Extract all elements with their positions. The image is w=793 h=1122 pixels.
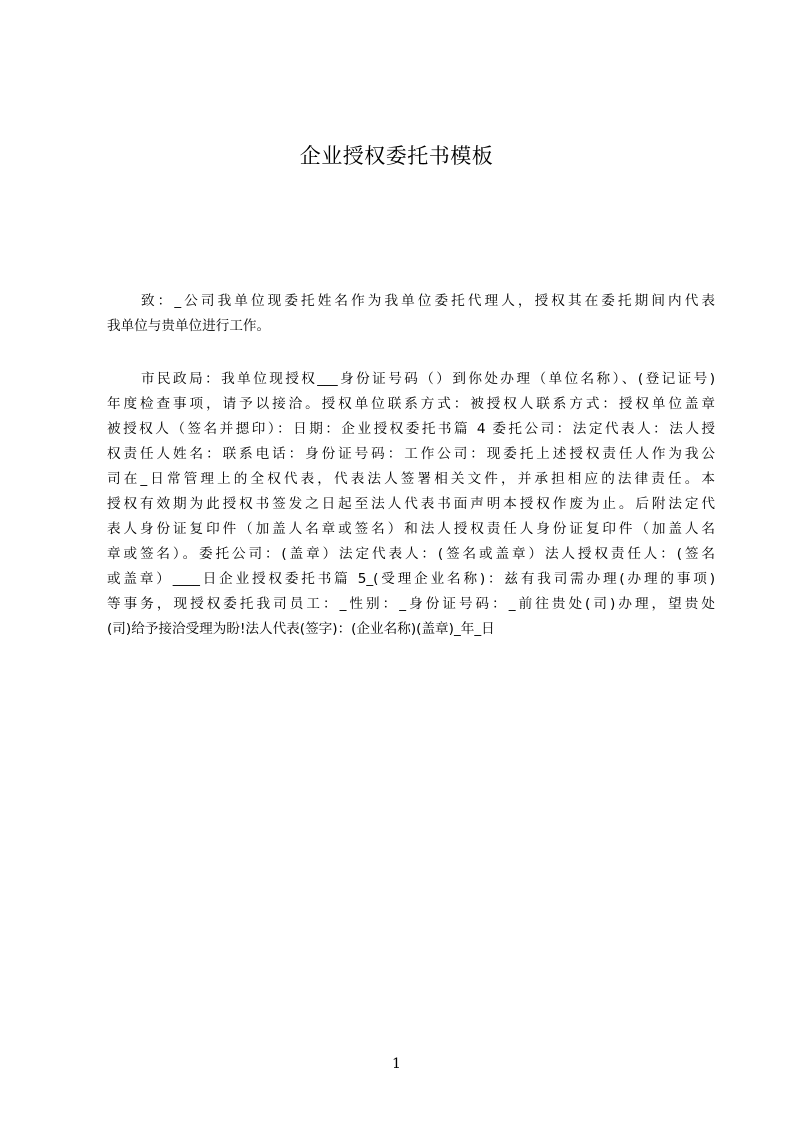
paragraph-salutation	[107, 289, 715, 339]
paragraph-body	[107, 367, 715, 642]
document-title: 企业授权委托书模板	[299, 144, 494, 168]
paragraph-line: 等事务，现授权委托我司员工：_性别：_身份证号码：_前往贵处(司)办理，望贵处	[107, 596, 715, 612]
paragraph-line: 司在_日常管理上的全权代表，代表法人签署相关文件，并承担相应的法律责任。本	[107, 471, 715, 487]
paragraph-line: 致：_公司我单位现委托姓名作为我单位委托代理人，授权其在委托期间内代表	[141, 293, 715, 309]
page-number: 1	[392, 1056, 401, 1072]
paragraph-line: 表人身份证复印件（加盖人名章或签名）和法人授权责任人身份证复印件（加盖人名	[107, 521, 715, 537]
paragraph-line: 或盖章）____日企业授权委托书篇 5_(受理企业名称)：兹有我司需办理(办理的事项)	[107, 571, 715, 587]
paragraph-line: 章或签名）。委托公司：(盖章）法定代表人：(签名或盖章）法人授权责任人：(签名	[107, 546, 715, 562]
paragraph-line: (司)给予接洽受理为盼!法人代表(签字)：(企业名称)(盖章)_年_日	[107, 621, 495, 637]
paragraph-line: 被授权人（签名并摁印）：日期：企业授权委托书篇 4 委托公司：法定代表人：法人授	[107, 421, 715, 437]
paragraph-line: 年度检查事项，请予以接洽。授权单位联系方式：被授权人联系方式：授权单位盖章	[107, 396, 715, 412]
paragraph-line: 市民政局：我单位现授权___身份证号码（）到你处办理（单位名称）、(登记证号)	[141, 371, 715, 387]
paragraph-line: 授权有效期为此授权书签发之日起至法人代表书面声明本授权作废为止。后附法定代	[107, 496, 715, 512]
paragraph-line: 权责任人姓名：联系电话：身份证号码：工作公司：现委托上述授权责任人作为我公	[107, 446, 715, 462]
paragraph-line: 我单位与贵单位进行工作。	[107, 318, 271, 334]
